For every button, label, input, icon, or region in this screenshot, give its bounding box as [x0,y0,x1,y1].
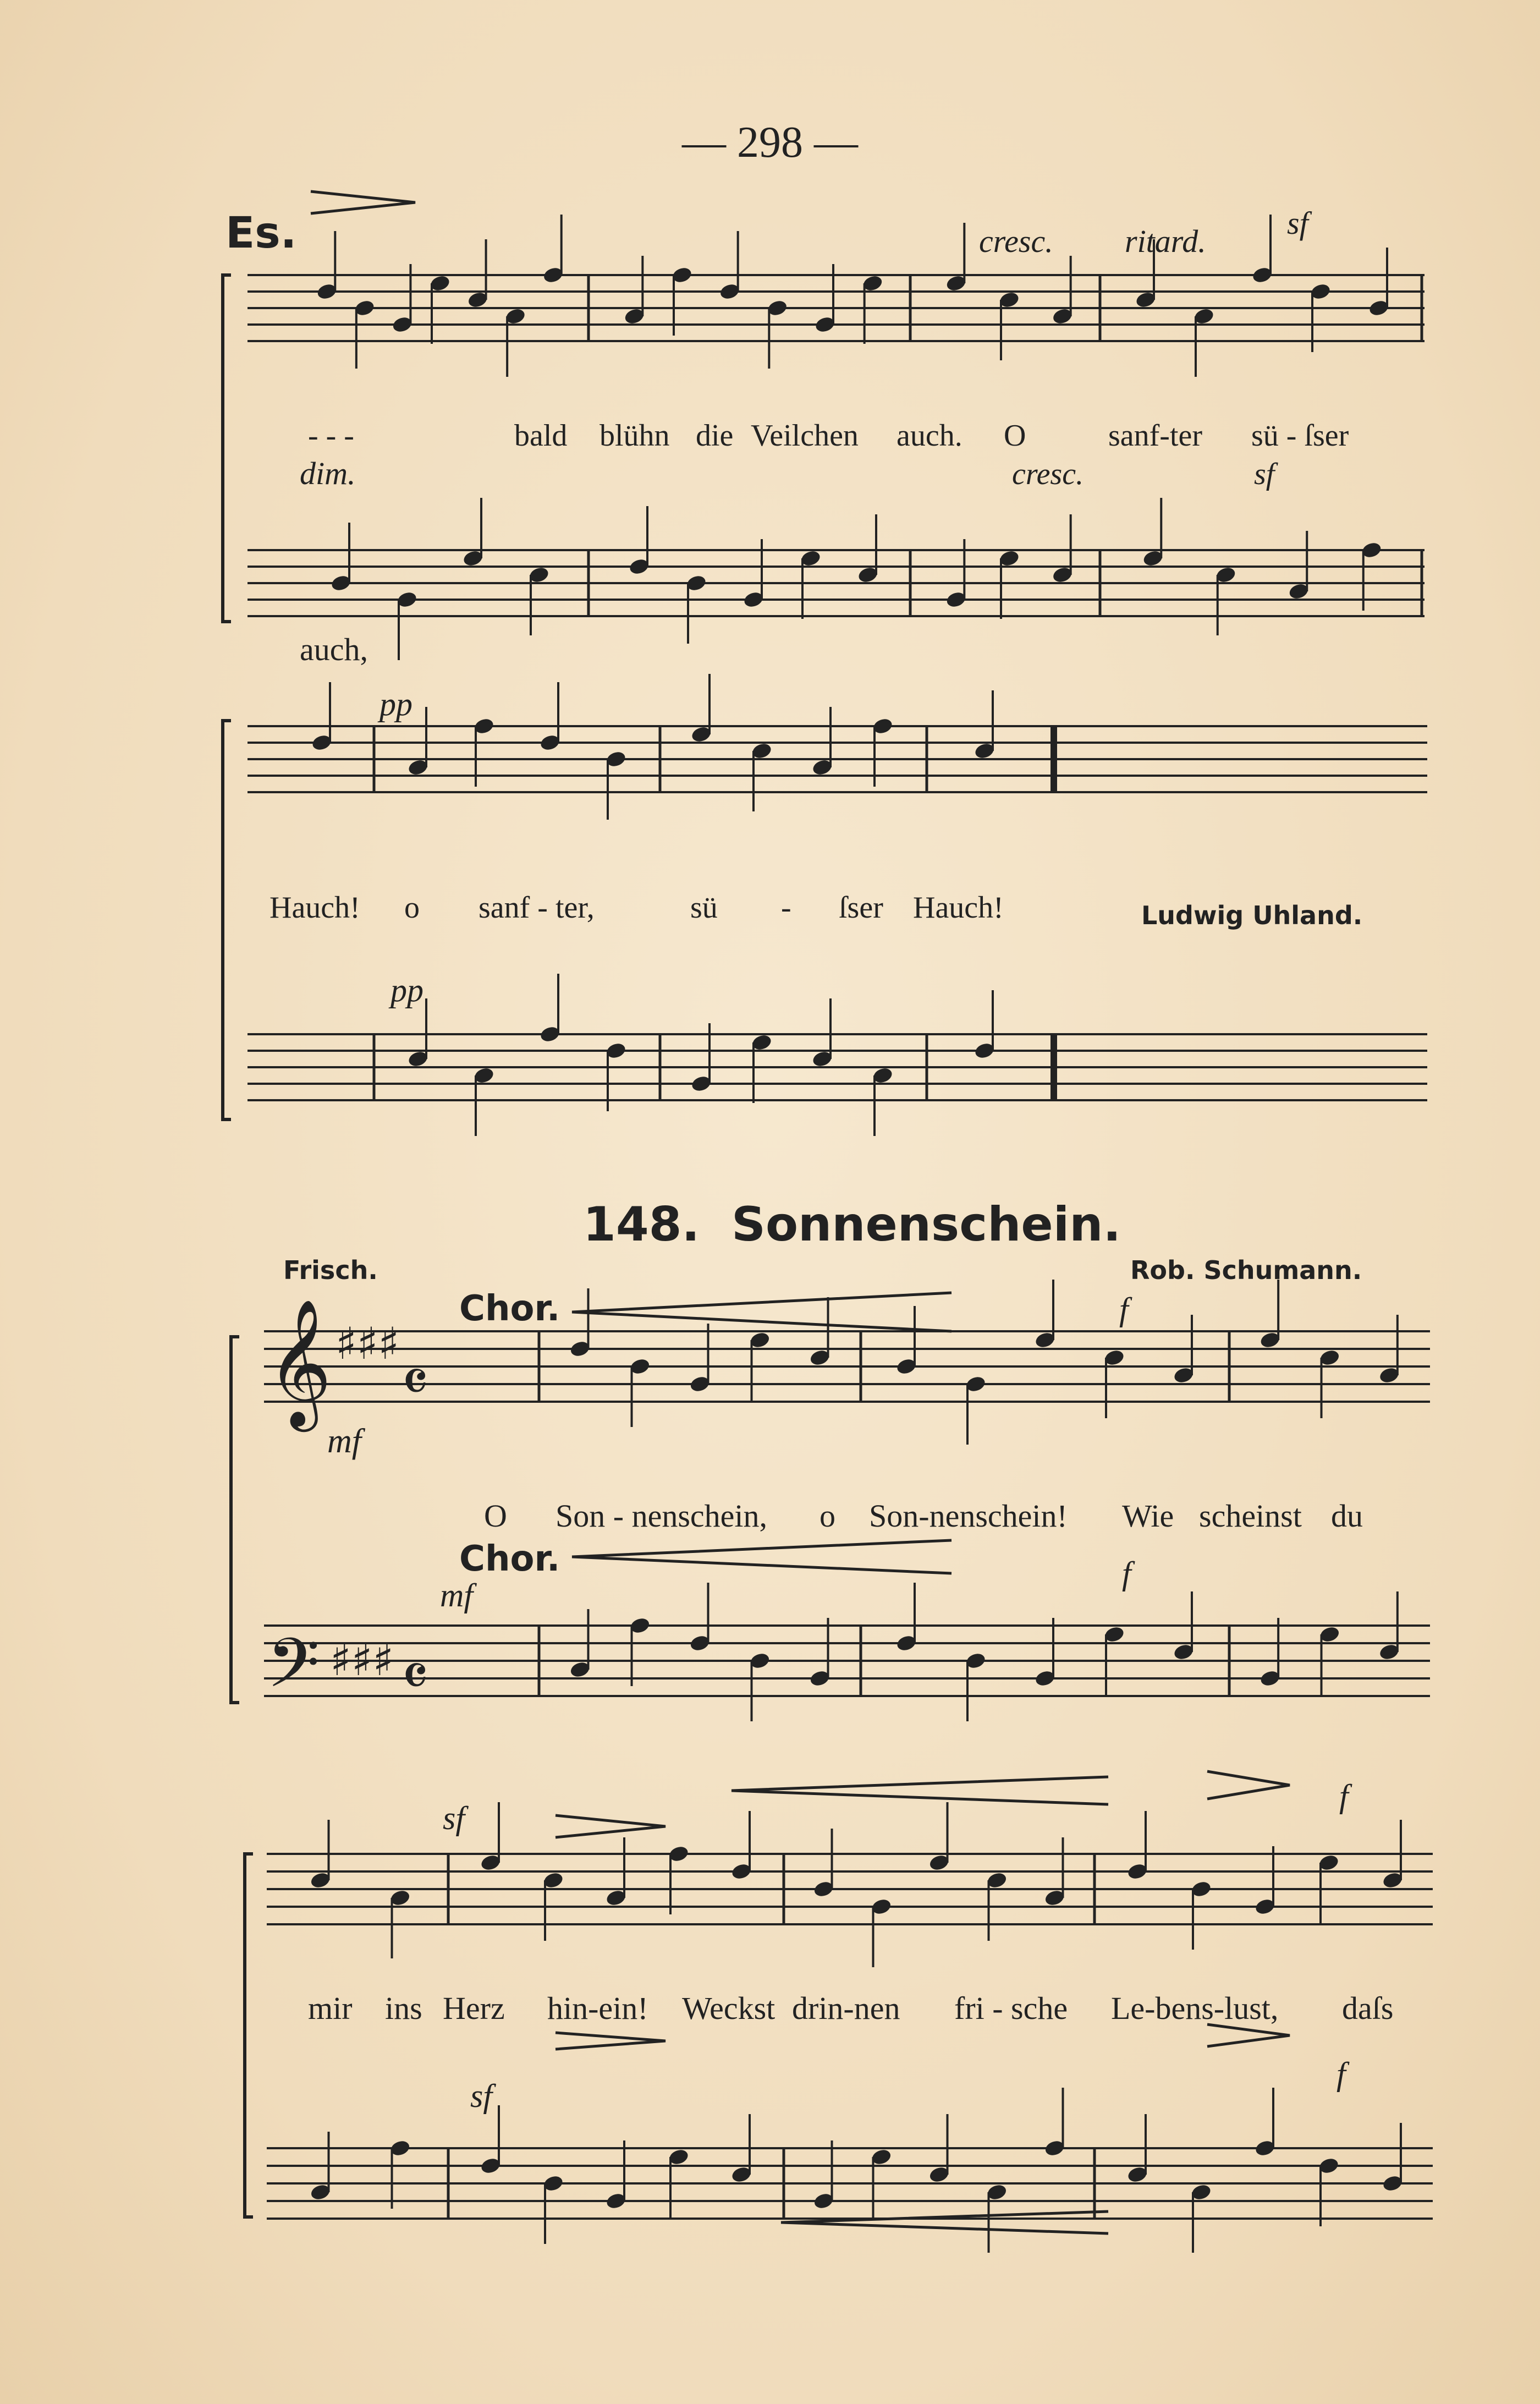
dim-mark: dim. [300,455,356,491]
svg-text:Le-bens-lust,: Le-bens-lust, [1111,1990,1279,2026]
system-bracket-2 [223,721,231,1119]
staff-treble-1 [264,1280,1430,1445]
svg-text:sü - ſser: sü - ſser [1251,419,1349,453]
crescendo-hairpin-4 [781,2211,1108,2233]
song-number: 148. [583,1197,700,1252]
svg-text:auch.: auch. [897,419,963,453]
svg-text:Weckst: Weckst [682,1990,776,2026]
final-barline [1050,726,1057,792]
sf-mark-lower: sf [1254,457,1275,491]
svg-text:Herz: Herz [443,1990,505,2026]
svg-text:Veilchen: Veilchen [751,419,859,453]
staff-treble-2 [267,1802,1433,1967]
key-signature-icon: ♯♯♯ [336,1318,400,1369]
svg-text:sanf-ter: sanf-ter [1108,419,1203,453]
system-bracket [223,275,231,622]
composer-credit: Rob. Schumann. [1130,1255,1362,1285]
staff-upper-1 [248,215,1425,377]
crescendo-hairpin-2 [572,1540,952,1573]
bass-clef-icon: 𝄢 [267,1624,320,1720]
common-time-icon: 𝄴 [402,1641,429,1711]
lyrics-line-2 [270,891,1004,925]
cresc-mark: cresc. [979,223,1053,259]
decrescendo-hairpin-4 [556,2033,666,2049]
svg-text:O: O [484,1498,507,1534]
decrescendo-hairpin [311,191,415,213]
svg-text:mir: mir [308,1990,353,2026]
key-label: Es. [226,208,297,258]
mf-mark-upper: mf [327,1423,361,1460]
forte-mark-3: f [1339,1778,1349,1814]
forte-mark-1: f [1119,1291,1129,1327]
svg-text:-: - [781,891,791,925]
svg-text:Son - nenschein,: Son - nenschein, [556,1498,767,1534]
svg-text:sü: sü [690,891,718,925]
author-credit: Ludwig Uhland. [1141,901,1363,930]
staff-lower-1 [248,498,1425,660]
svg-text:die: die [696,419,734,453]
svg-text:ſser: ſser [839,891,883,925]
key-signature-icon: ♯♯♯ [330,1634,394,1686]
svg-text:scheinst: scheinst [1199,1498,1302,1534]
decrescendo-hairpin-3 [556,1815,666,1837]
pp-mark: pp [380,686,413,722]
treble-clef-icon: 𝄞 [267,1298,332,1426]
svg-text:daſs: daſs [1342,1990,1394,2026]
system-bracket-4 [245,1854,253,2217]
svg-text:o: o [404,891,420,925]
song-title: Sonnenschein. [732,1197,1121,1252]
decrescendo-hairpin-2 [1207,1771,1290,1799]
decrescendo-hairpin-5 [1207,2024,1290,2046]
svg-text:ins: ins [385,1990,422,2026]
svg-text:Wie: Wie [1122,1498,1174,1534]
crescendo-hairpin-3 [732,1777,1108,1804]
svg-text:Hauch!: Hauch! [270,891,360,925]
svg-text:o: o [820,1498,835,1534]
svg-text:du: du [1331,1498,1363,1534]
sf-mark: sf [1287,205,1308,241]
song-lyrics-line-1 [484,1498,1363,1534]
lyric-auch: auch, [300,632,368,667]
svg-text:fri - sche: fri - sche [954,1990,1068,2026]
staff-bass-1 [264,1583,1430,1721]
staff-upper-2 [248,674,1427,820]
svg-text:drin-nen: drin-nen [792,1990,900,2026]
chor-label-lower: Chor. [459,1539,560,1579]
chor-label-upper: Chor. [459,1288,560,1329]
svg-text:blühn: blühn [600,419,670,453]
ritard-mark: ritard. [1125,223,1206,259]
tempo-marking: Frisch. [283,1255,378,1285]
svg-text:sanf - ter,: sanf - ter, [479,891,595,925]
lyrics-line-1 [308,419,1349,453]
mf-mark-lower: mf [440,1577,473,1613]
final-barline [1050,1034,1057,1100]
page-number: — 298 — [682,118,858,167]
sf-mark-song: sf [443,1800,465,1836]
svg-text:- - -: - - - [308,419,354,453]
song-lyrics-line-2 [308,1990,1393,2026]
forte-mark-2: f [1122,1555,1131,1591]
common-time-icon: 𝄴 [402,1347,429,1417]
svg-text:Hauch!: Hauch! [913,891,1004,925]
staff-lower-2 [248,974,1427,1136]
pp-mark-lower: pp [391,972,424,1008]
staff-bass-2 [267,2088,1433,2253]
svg-text:Son-nenschein!: Son-nenschein! [869,1498,1068,1534]
forte-mark-4: f [1336,2056,1346,2092]
crescendo-hairpin-1 [572,1293,952,1331]
cresc-mark-lower: cresc. [1012,457,1084,491]
svg-text:O: O [1004,419,1026,453]
svg-text:hin-ein!: hin-ein! [547,1990,648,2026]
svg-text:bald: bald [514,419,568,453]
system-bracket-3 [231,1337,239,1703]
sf-mark-lower-song: sf [470,2078,493,2114]
